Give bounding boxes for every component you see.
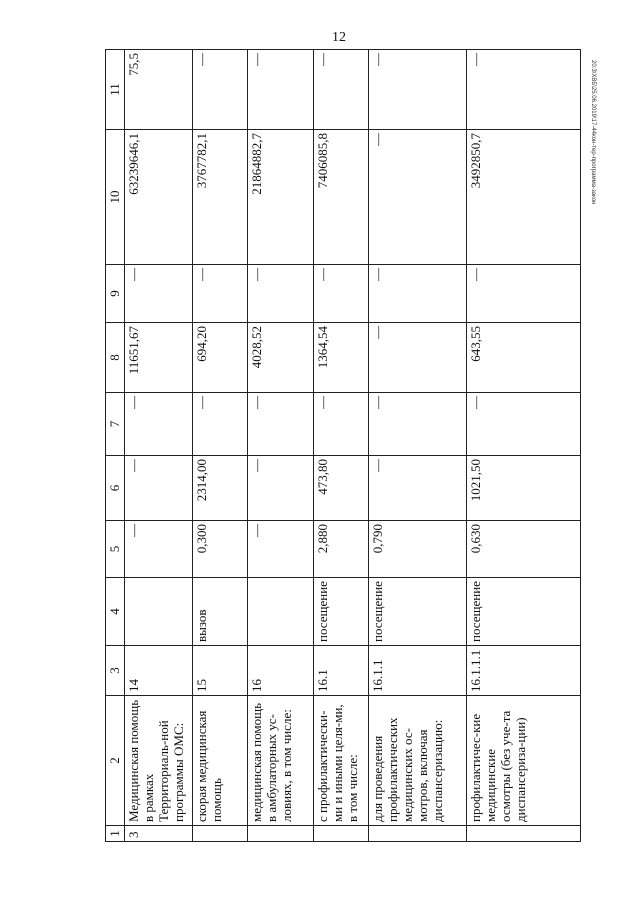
table-cell: — [369,323,467,393]
table-cell: 63239646,1 [125,130,193,265]
table-cell: — [369,130,467,265]
header-cell: 10 [106,130,125,265]
table-cell: скорая медицинская помощь [193,696,248,826]
table-row [193,50,248,842]
table-cell: 16.1 [314,646,369,696]
table-cell: — [369,50,467,130]
table-cell: медицинская помощь в амбулаторных ус-ловиях, в том числе: [248,696,314,826]
table-cell: — [248,50,314,130]
table-cell: Медицинская помощь в рамках Территориаль-ной программы ОМС: [125,696,193,826]
table-cell: — [248,456,314,521]
header-cell: 9 [106,265,125,323]
table-cell: 14 [125,646,193,696]
table-cell: 0,790 [369,521,467,578]
table-cell: 7406085,8 [314,130,369,265]
header-cell: 8 [106,323,125,393]
table-cell: — [369,393,467,456]
table-cell: 0,300 [193,521,248,578]
table-cell: для проведения профилактических медицинских ос-мотров, включая диспансеризацию: [369,696,467,826]
table-cell: 0,630 [467,521,581,578]
table-cell: — [467,265,581,323]
table-cell: с профилактически-ми и иными целя-ми, в том числе: [314,696,369,826]
table-cell: 21864882,7 [248,130,314,265]
table-row [369,50,467,842]
table-cell: 2314,00 [193,456,248,521]
table-cell: — [369,265,467,323]
table-cell: — [314,393,369,456]
table-cell: — [193,50,248,130]
header-cell: 7 [106,393,125,456]
table-cell [125,578,193,646]
header-cell: 5 [106,521,125,578]
table-row [467,50,581,842]
table-cell: — [193,265,248,323]
table-cell [369,826,467,842]
table-cell: 1364,54 [314,323,369,393]
data-table [105,49,581,842]
table-cell: 16.1.1 [369,646,467,696]
table-cell: профилактичес-кие медицинские осмотры (без уче-та диспансериза-ции) [467,696,581,826]
side-note-text: 20.3\ХВБ\25.06.2019\17-44кон-тер-программа-закон [590,60,596,205]
table-cell: 15 [193,646,248,696]
table-cell: 3 [125,826,193,842]
table-cell: 1021,50 [467,456,581,521]
header-row [106,50,125,842]
table-row [248,50,314,842]
table-row [125,50,193,842]
table-cell: — [125,456,193,521]
header-cell: 3 [106,646,125,696]
table-cell: 2,880 [314,521,369,578]
table-cell: 3767782,1 [193,130,248,265]
header-cell: 2 [106,696,125,826]
table-cell [193,826,248,842]
table-cell: — [314,265,369,323]
table-cell: посещение [369,578,467,646]
table-cell: 16 [248,646,314,696]
table-cell [248,826,314,842]
header-cell: 6 [106,456,125,521]
table-cell: — [248,521,314,578]
table-cell: 3492850,7 [467,130,581,265]
table-row [314,50,369,842]
table-cell [467,826,581,842]
header-cell: 11 [106,50,125,130]
table-cell: 694,20 [193,323,248,393]
table-cell: 643,55 [467,323,581,393]
header-cell: 1 [106,826,125,842]
table-container [105,50,581,842]
table-cell: посещение [467,578,581,646]
table-cell: 16.1.1.1 [467,646,581,696]
table-cell: — [467,393,581,456]
table-cell: — [125,521,193,578]
table-cell [248,578,314,646]
table-cell: — [314,50,369,130]
table-cell: — [248,393,314,456]
table-cell: — [467,50,581,130]
table-cell: — [248,265,314,323]
table-cell: — [125,265,193,323]
table-cell: — [193,393,248,456]
table-cell: 75,5 [125,50,193,130]
table-cell: — [125,393,193,456]
table-cell: 473,80 [314,456,369,521]
table-cell: 11651,67 [125,323,193,393]
table-cell: — [369,456,467,521]
table-cell: посещение [314,578,369,646]
table-cell [314,826,369,842]
table-cell: 4028,52 [248,323,314,393]
side-note [586,60,606,840]
header-cell: 4 [106,578,125,646]
page-number: 12 [332,30,346,45]
table-cell: вызов [193,578,248,646]
